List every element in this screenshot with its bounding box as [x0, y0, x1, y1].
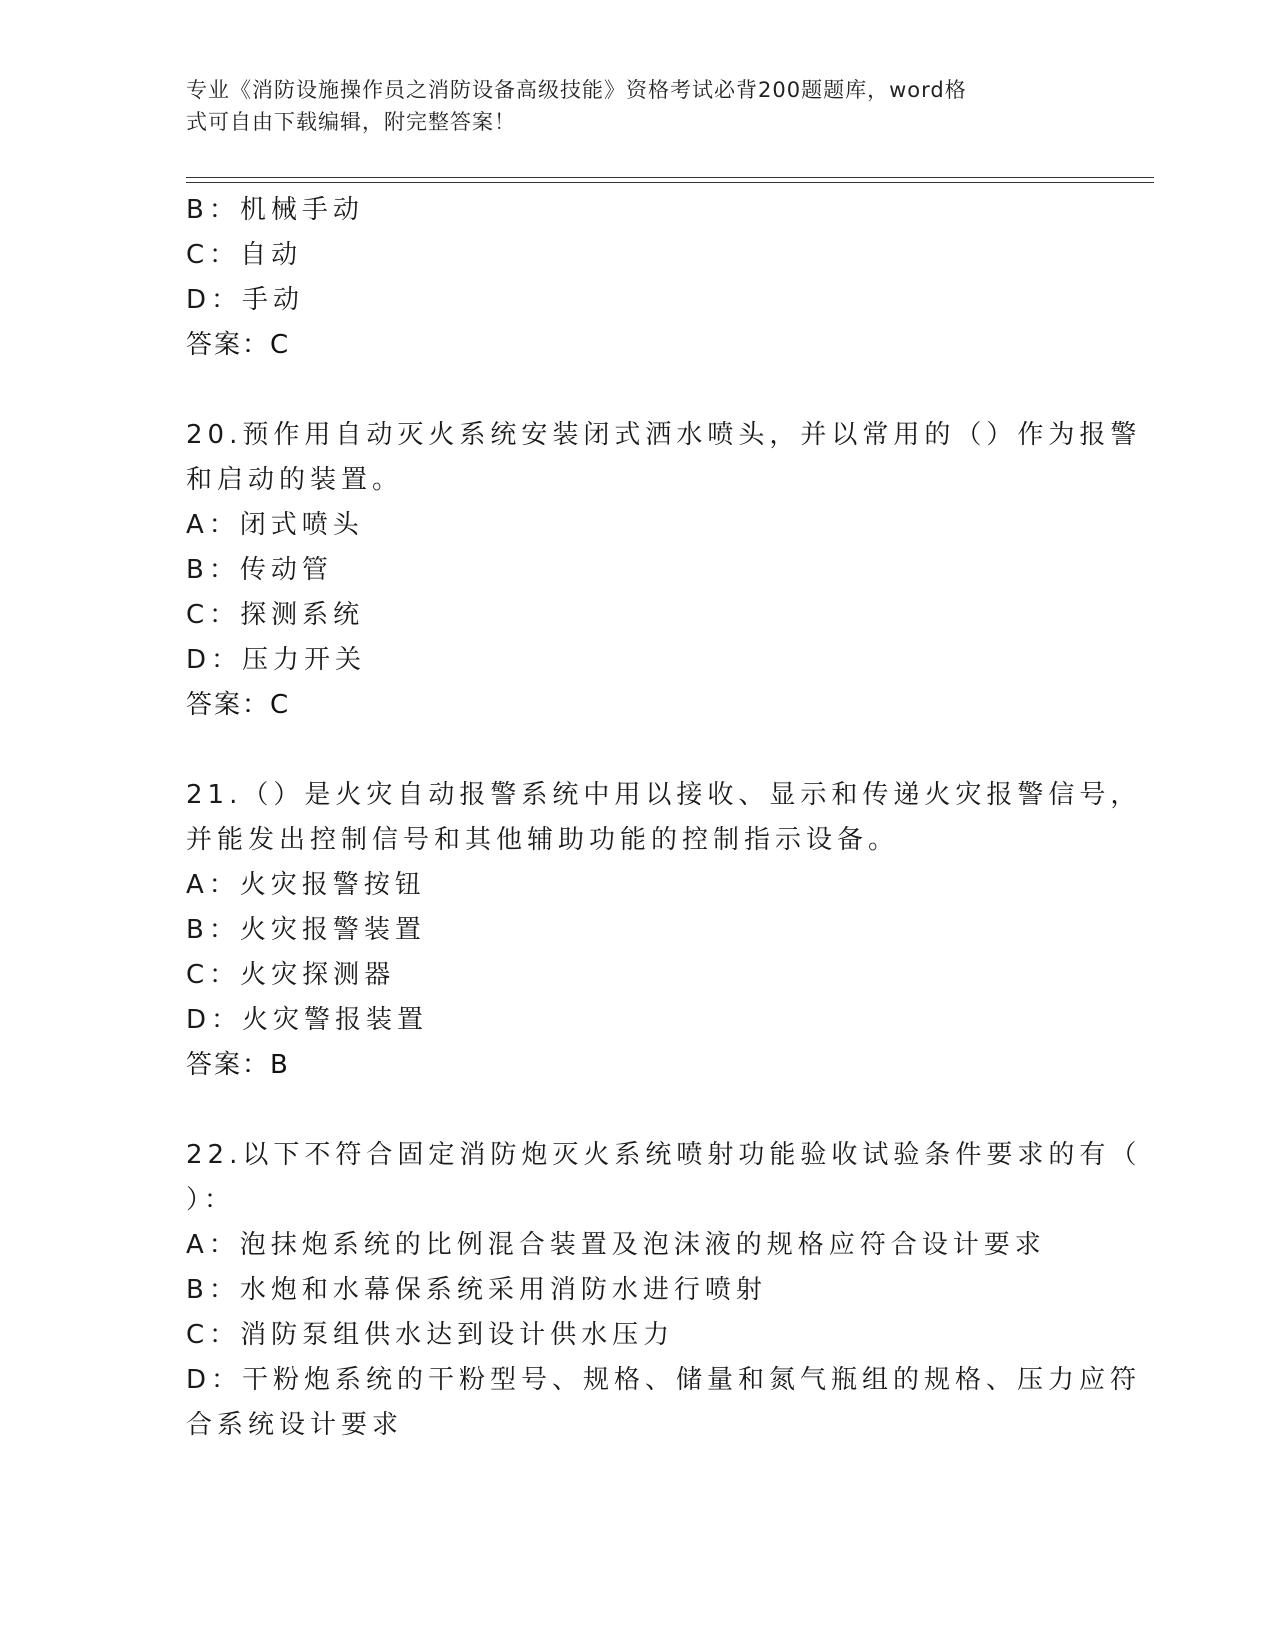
option-a: A：闭式喷头 [186, 510, 364, 540]
question-stem-line-1: 21.（）是火灾自动报警系统中用以接收、显示和传递火灾报警信号， [186, 780, 1142, 810]
question-22 [186, 1133, 1142, 1448]
option-c: C：探测系统 [186, 600, 365, 630]
document-body [186, 188, 1142, 1448]
question-stem-line-2: 和启动的装置。 [186, 465, 404, 495]
option-b: B：水炮和水幕保系统采用消防水进行喷射 [186, 1275, 767, 1305]
option-c: C：火灾探测器 [186, 960, 396, 990]
option-d: D：压力开关 [186, 645, 367, 675]
question-19-continuation [186, 188, 1086, 368]
question-stem-line-1: 22.以下不符合固定消防炮灭火系统喷射功能验收试验条件要求的有（ [186, 1140, 1142, 1170]
question-stem-line-2: ）： [186, 1185, 236, 1215]
option-b: B：传动管 [186, 555, 333, 585]
option-a: A：火灾报警按钮 [186, 870, 426, 900]
header-divider-top [186, 177, 1154, 178]
question-stem-line-1: 20.预作用自动灭火系统安装闭式洒水喷头，并以常用的（）作为报警 [186, 420, 1142, 450]
question-20 [186, 413, 1142, 728]
option-d: D：火灾警报装置 [186, 1005, 429, 1035]
option-b: B：火灾报警装置 [186, 915, 426, 945]
option-a: A：泡抹炮系统的比例混合装置及泡沫液的规格应符合设计要求 [186, 1230, 1046, 1260]
header-line-2: 式可自由下载编辑，附完整答案！ [186, 110, 516, 134]
spacer [186, 368, 1086, 413]
option-c: C：自动 [186, 240, 303, 270]
answer-line: 答案：C [186, 690, 291, 720]
option-d: D：手动 [186, 285, 305, 315]
spacer [186, 728, 1086, 773]
header-line-1: 专业《消防设施操作员之消防设备高级技能》资格考试必背200题题库，word格 [186, 78, 967, 102]
option-d: D：干粉炮系统的干粉型号、规格、储量和氮气瓶组的规格、压力应符 [186, 1365, 1142, 1395]
document-header [186, 74, 1066, 138]
question-stem-line-2: 并能发出控制信号和其他辅助功能的控制指示设备。 [186, 825, 900, 855]
header-divider-bottom [186, 182, 1154, 183]
question-21 [186, 773, 1142, 1088]
answer-line: 答案：C [186, 330, 291, 360]
answer-line: 答案：B [186, 1050, 290, 1080]
option-b: B：机械手动 [186, 195, 364, 225]
spacer [186, 1088, 1086, 1133]
option-d-continuation: 合系统设计要求 [186, 1410, 404, 1440]
option-c: C：消防泵组供水达到设计供水压力 [186, 1320, 675, 1350]
